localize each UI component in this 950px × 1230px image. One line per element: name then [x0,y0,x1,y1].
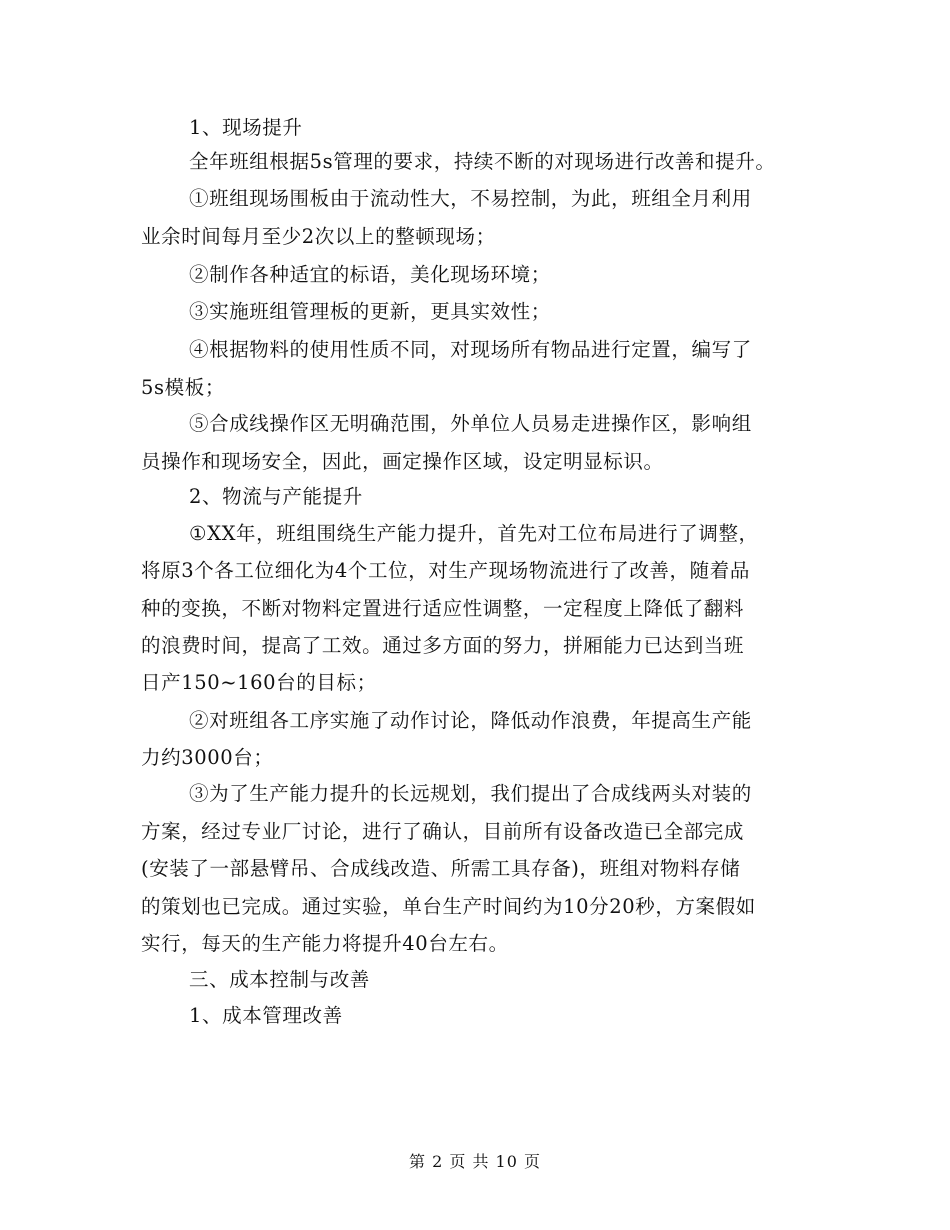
page-footer [0,1152,950,1172]
list-item-5-line: 员操作和现场安全，因此，画定操作区域，设定明显标识。 [141,450,664,473]
section-heading-site-improvement: 1、现场提升 [189,116,303,139]
logistics-item-3-line: ③为了生产能力提升的长远规划，我们提出了合成线两头对装的 [189,782,752,805]
list-item-3-line: ③实施班组管理板的更新，更具实效性； [189,300,551,323]
logistics-item-1-line: 种的变换，不断对物料定置进行适应性调整，一定程度上降低了翻料 [141,597,745,620]
list-item-2-line: ②制作各种适宜的标语，美化现场环境； [189,263,551,286]
page-number-label: 第 2 页 共 10 页 [409,1152,541,1171]
logistics-item-3-line: 实行，每天的生产能力将提升40台左右。 [141,932,509,955]
logistics-item-1-line: 的浪费时间，提高了工效。通过多方面的努力，拼厢能力已达到当班 [141,634,745,657]
logistics-item-1-line: 日产150~160台的目标； [141,671,377,694]
list-item-5-line: ⑤合成线操作区无明确范围，外单位人员易走进操作区，影响组 [189,412,752,435]
logistics-item-3-line: 方案，经过专业厂讨论，进行了确认，目前所有设备改造已全部完成 [141,820,745,843]
logistics-item-2-line: 力约3000台； [141,746,274,769]
logistics-item-3-line: 的策划也已完成。通过实验，单台生产时间约为10分20秒，方案假如 [141,895,756,918]
section-heading-cost-control: 三、成本控制与改善 [189,968,370,991]
logistics-item-1-line: ①XX年，班组围绕生产能力提升，首先对工位布局进行了调整， [189,522,759,545]
paragraph-line: 全年班组根据5s管理的要求，持续不断的对现场进行改善和提升。 [189,150,776,173]
section-heading-logistics: 2、物流与产能提升 [189,485,363,508]
list-item-4-line: 5s模板； [141,376,225,399]
list-item-1-line: 业余时间每月至少2次以上的整顿现场； [141,225,496,248]
logistics-item-1-line: 将原3个各工位细化为4个工位，对生产现场物流进行了改善，随着品 [141,559,750,582]
logistics-item-2-line: ②对班组各工序实施了动作讨论，降低动作浪费，年提高生产能 [189,709,752,732]
subsection-heading-cost-management: 1、成本管理改善 [189,1004,343,1027]
list-item-4-line: ④根据物料的使用性质不同，对现场所有物品进行定置，编写了 [189,338,752,361]
list-item-1-line: ①班组现场围板由于流动性大，不易控制，为此，班组全月利用 [189,187,752,210]
logistics-item-3-line: (安装了一部悬臂吊、合成线改造、所需工具存备)，班组对物料存储 [141,857,741,880]
